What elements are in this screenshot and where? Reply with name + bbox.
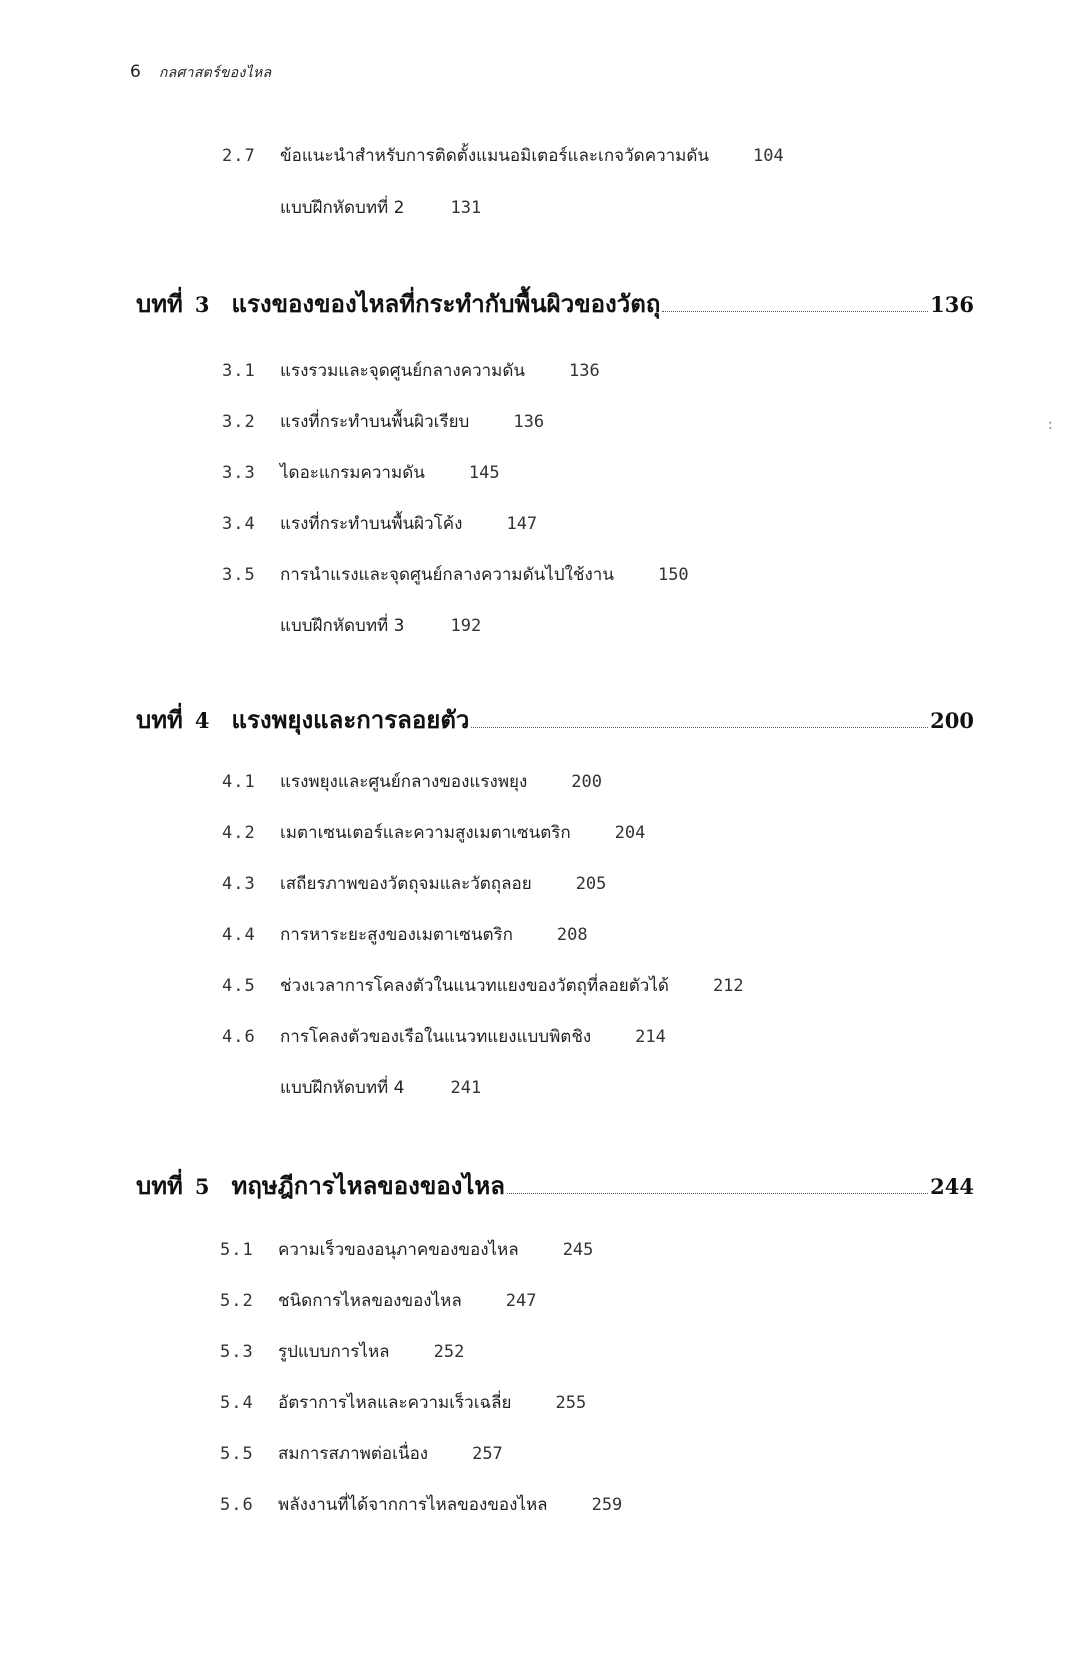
entry-number: 4.6 xyxy=(222,1027,256,1047)
toc-exercise-ch4[interactable] xyxy=(280,1074,481,1101)
margin-mark: : xyxy=(1048,417,1053,433)
toc-entry-5-2[interactable] xyxy=(220,1287,537,1314)
toc-entry-5-4[interactable] xyxy=(220,1389,586,1416)
chapter-title: แรงพยุงและการลอยตัว xyxy=(231,705,470,734)
entry-page: 147 xyxy=(506,514,538,534)
toc-entry-5-6[interactable] xyxy=(220,1491,622,1518)
entry-title: ชนิดการไหลของของไหล xyxy=(278,1291,462,1311)
toc-entry-3-1[interactable] xyxy=(222,357,600,384)
toc-entry-3-2[interactable] xyxy=(222,408,544,435)
entry-title: แรงรวมและจุดศูนย์กลางความดัน xyxy=(280,361,526,381)
entry-title: การโคลงตัวของเรือในแนวทแยงแบบพิตชิง xyxy=(280,1027,592,1047)
entry-number: 5.1 xyxy=(220,1240,254,1260)
dot-leader xyxy=(662,310,928,312)
toc-entry-3-3[interactable] xyxy=(222,459,500,486)
entry-page: 104 xyxy=(753,146,784,166)
entry-number: 5.6 xyxy=(220,1495,254,1515)
entry-title: แรงพยุงและศูนย์กลางของแรงพยุง xyxy=(280,772,528,792)
entry-page: 259 xyxy=(591,1495,623,1515)
entry-title: เสถียรภาพของวัตถุจมและวัตถุลอย xyxy=(280,874,532,894)
chapter-label: บทที่ xyxy=(136,705,183,734)
entry-title: ช่วงเวลาการโคลงตัวในแนวทแยงของวัตถุที่ลอยตัวได้ xyxy=(280,976,669,996)
toc-entry-4-3[interactable] xyxy=(222,870,606,897)
entry-number: 2.7 xyxy=(222,146,256,166)
exercise-title: แบบฝึกหัดบทที่ 2 xyxy=(280,198,405,218)
entry-page: 145 xyxy=(468,463,500,483)
toc-entry-4-6[interactable] xyxy=(222,1023,666,1050)
exercise-page: 131 xyxy=(450,198,482,218)
entry-page: 200 xyxy=(571,772,602,792)
entry-number: 4.5 xyxy=(222,976,256,996)
dot-leader xyxy=(507,1192,928,1194)
entry-page: 247 xyxy=(505,1291,537,1311)
entry-number: 5.5 xyxy=(220,1444,254,1464)
chapter-3-heading[interactable] xyxy=(136,284,974,323)
toc-entry-3-5[interactable] xyxy=(222,561,689,588)
entry-title: เมตาเซนเตอร์และความสูงเมตาเซนตริก xyxy=(280,823,571,843)
entry-title: แรงที่กระทำบนพื้นผิวโค้ง xyxy=(280,514,463,534)
exercise-page: 241 xyxy=(450,1078,482,1098)
entry-title: การหาระยะสูงของเมตาเซนตริก xyxy=(280,925,513,945)
toc-entry-5-1[interactable] xyxy=(220,1236,593,1263)
dot-leader xyxy=(471,726,928,728)
entry-title: พลังงานที่ได้จากการไหลของของไหล xyxy=(278,1495,548,1515)
entry-page: 204 xyxy=(614,823,646,843)
entry-title: รูปแบบการไหล xyxy=(278,1342,390,1362)
chapter-title: แรงของของไหลที่กระทำกับพื้นผิวของวัตถุ xyxy=(231,289,661,318)
entry-number: 3.4 xyxy=(222,514,256,534)
toc-entry-2-7[interactable] xyxy=(222,142,784,169)
entry-title: การนำแรงและจุดศูนย์กลางความดันไปใช้งาน xyxy=(280,565,614,585)
chapter-page: 136 xyxy=(930,292,974,317)
entry-page: 252 xyxy=(433,1342,465,1362)
entry-number: 3.3 xyxy=(222,463,256,483)
running-head xyxy=(130,62,271,84)
entry-title: ความเร็วของอนุภาคของของไหล xyxy=(278,1240,519,1260)
entry-page: 136 xyxy=(513,412,545,432)
entry-number: 3.2 xyxy=(222,412,256,432)
toc-exercise-ch3[interactable] xyxy=(280,612,481,639)
entry-number: 5.3 xyxy=(220,1342,254,1362)
entry-page: 214 xyxy=(635,1027,666,1047)
chapter-page: 244 xyxy=(930,1174,974,1199)
chapter-label: บทที่ xyxy=(136,289,183,318)
entry-page: 205 xyxy=(575,874,607,894)
entry-page: 257 xyxy=(472,1444,503,1464)
entry-number: 4.2 xyxy=(222,823,256,843)
chapter-number: 4 xyxy=(194,708,210,733)
chapter-number: 5 xyxy=(194,1174,210,1199)
toc-entry-4-2[interactable] xyxy=(222,819,645,846)
toc-entry-4-4[interactable] xyxy=(222,921,588,948)
entry-title: สมการสภาพต่อเนื่อง xyxy=(278,1444,429,1464)
entry-title: อัตราการไหลและความเร็วเฉลี่ย xyxy=(278,1393,512,1413)
entry-number: 4.3 xyxy=(222,874,256,894)
book-title: กลศาสตร์ของไหล xyxy=(158,65,272,81)
entry-page: 208 xyxy=(556,925,588,945)
entry-title: ไดอะแกรมความดัน xyxy=(280,463,425,483)
toc-entry-4-1[interactable] xyxy=(222,768,602,795)
chapter-number: 3 xyxy=(194,292,210,317)
entry-page: 150 xyxy=(657,565,689,585)
chapter-page: 200 xyxy=(930,708,974,733)
entry-number: 3.1 xyxy=(222,361,256,381)
entry-title: แรงที่กระทำบนพื้นผิวเรียบ xyxy=(280,412,470,432)
chapter-4-heading[interactable] xyxy=(136,700,974,739)
entry-number: 4.1 xyxy=(222,772,256,792)
entry-number: 4.4 xyxy=(222,925,256,945)
toc-entry-5-3[interactable] xyxy=(220,1338,464,1365)
exercise-title: แบบฝึกหัดบทที่ 4 xyxy=(280,1078,405,1098)
entry-page: 245 xyxy=(562,1240,594,1260)
entry-page: 255 xyxy=(555,1393,587,1413)
entry-number: 5.4 xyxy=(220,1393,254,1413)
entry-number: 3.5 xyxy=(222,565,256,585)
exercise-title: แบบฝึกหัดบทที่ 3 xyxy=(280,616,405,636)
entry-title: ข้อแนะนำสำหรับการติดตั้งแมนอมิเตอร์และเกจวัดความดัน xyxy=(280,146,710,166)
toc-entry-4-5[interactable] xyxy=(222,972,744,999)
chapter-label: บทที่ xyxy=(136,1171,183,1200)
entry-page: 212 xyxy=(712,976,744,996)
chapter-title: ทฤษฎีการไหลของของไหล xyxy=(231,1171,505,1200)
toc-entry-5-5[interactable] xyxy=(220,1440,503,1467)
page-number: 6 xyxy=(130,62,141,82)
toc-exercise-ch2[interactable] xyxy=(280,194,481,221)
chapter-5-heading[interactable] xyxy=(136,1166,974,1205)
exercise-page: 192 xyxy=(450,616,482,636)
entry-page: 136 xyxy=(569,361,600,381)
toc-entry-3-4[interactable] xyxy=(222,510,537,537)
entry-number: 5.2 xyxy=(220,1291,254,1311)
